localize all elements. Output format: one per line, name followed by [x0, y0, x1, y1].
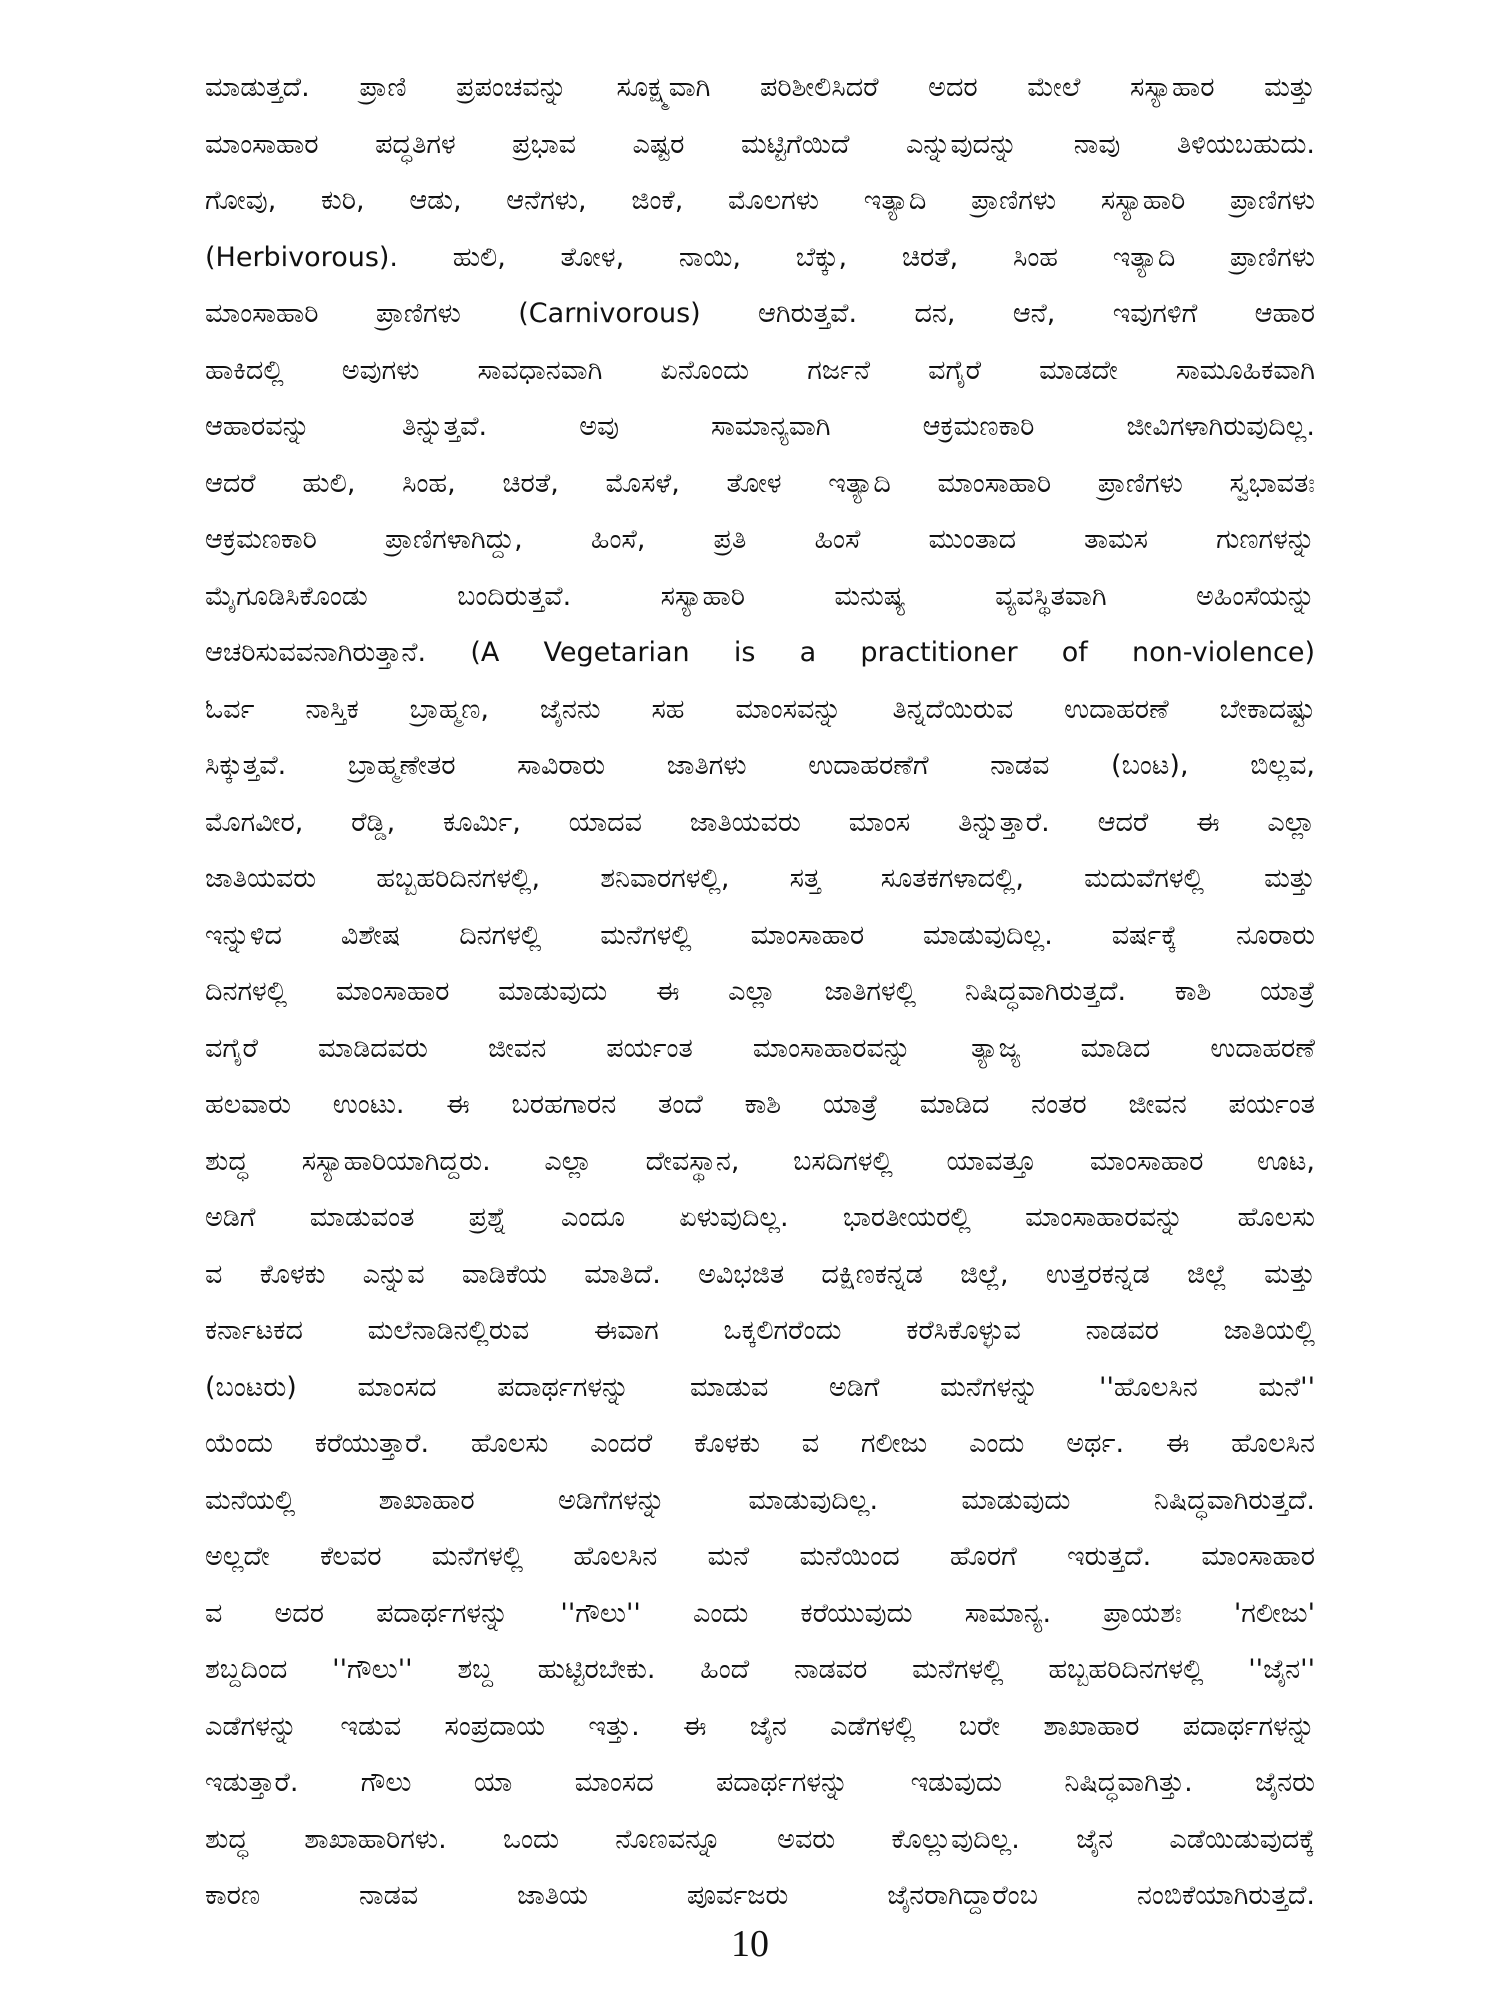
text-line: ಓರ್ವ ನಾಸ್ತಿಕ ಬ್ರಾಹ್ಮಣ, ಜೈನನು ಸಹ ಮಾಂಸವನ್ನು ತಿನ್ನದೆಯಿರುವ ಉದಾಹರಣೆ ಬೇಕಾದಷ್ಟು [205, 693, 1315, 725]
text-line: ಎಡೆಗಳನ್ನು ಇಡುವ ಸಂಪ್ರದಾಯ ಇತ್ತು. ಈ ಜೈನ ಎಡೆಗಳಲ್ಲಿ ಬರೇ ಶಾಖಾಹಾರ ಪದಾರ್ಥಗಳನ್ನು [205, 1710, 1315, 1742]
text-line: ವಗೈರೆ ಮಾಡಿದವರು ಜೀವನ ಪರ್ಯಂತ ಮಾಂಸಾಹಾರವನ್ನು ತ್ಯಾಜ್ಯ ಮಾಡಿದ ಉದಾಹರಣೆ [205, 1032, 1315, 1064]
text-line: ಜಾತಿಯವರು ಹಬ್ಬಹರಿದಿನಗಳಲ್ಲಿ, ಶನಿವಾರಗಳಲ್ಲಿ, ಸತ್ತ ಸೂತಕಗಳಾದಲ್ಲಿ, ಮದುವೆಗಳಲ್ಲಿ ಮತ್ತು [205, 863, 1315, 894]
text-line: ಮನೆಯಲ್ಲಿ ಶಾಖಾಹಾರ ಅಡಿಗೆಗಳನ್ನು ಮಾಡುವುದಿಲ್ಲ. ಮಾಡುವುದು ನಿಷಿದ್ಧವಾಗಿರುತ್ತದೆ. [205, 1484, 1315, 1516]
text-line: ಆಕ್ರಮಣಕಾರಿ ಪ್ರಾಣಿಗಳಾಗಿದ್ದು, ಹಿಂಸೆ, ಪ್ರತಿ ಹಿಂಸೆ ಮುಂತಾದ ತಾಮಸ ಗುಣಗಳನ್ನು [205, 524, 1315, 555]
text-line: ಯೆಂದು ಕರೆಯುತ್ತಾರೆ. ಹೊಲಸು ಎಂದರೆ ಕೊಳಕು ವ ಗಲೀಜು ಎಂದು ಅರ್ಥ. ಈ ಹೊಲಸಿನ [205, 1428, 1315, 1459]
text-line: (Herbivorous). ಹುಲಿ, ತೋಳ, ನಾಯಿ, ಬೆಕ್ಕು, ಚಿರತೆ, ಸಿಂಹ ಇತ್ಯಾದಿ ಪ್ರಾಣಿಗಳು [205, 241, 1315, 273]
text-line: ಕಾರಣ ನಾಡವ ಜಾತಿಯ ಪೂರ್ವಜರು ಜೈನರಾಗಿದ್ದಾರೆಂಬ ನಂಬಿಕೆಯಾಗಿರುತ್ತದೆ. [205, 1880, 1315, 1911]
text-line: ಮಾಂಸಾಹಾರಿ ಪ್ರಾಣಿಗಳು (Carnivorous) ಆಗಿರುತ್ತವೆ. ದನ, ಆನೆ, ಇವುಗಳಿಗೆ ಆಹಾರ [205, 298, 1315, 329]
text-line: (ಬಂಟರು) ಮಾಂಸದ ಪದಾರ್ಥಗಳನ್ನು ಮಾಡುವ ಅಡಿಗೆ ಮನೆಗಳನ್ನು ''ಹೊಲಸಿನ ಮನೆ'' [205, 1371, 1315, 1403]
text-line: ಮೈಗೂಡಿಸಿಕೊಂಡು ಬಂದಿರುತ್ತವೆ. ಸಸ್ಯಾಹಾರಿ ಮನುಷ್ಯ ವ್ಯವಸ್ಥಿತವಾಗಿ ಅಹಿಂಸೆಯನ್ನು [205, 580, 1315, 612]
text-line: ಕರ್ನಾಟಕದ ಮಲೆನಾಡಿನಲ್ಲಿರುವ ಈವಾಗ ಒಕ್ಕಲಿಗರೆಂದು ಕರೆಸಿಕೊಳ್ಳುವ ನಾಡವರ ಜಾತಿಯಲ್ಲಿ [205, 1315, 1315, 1346]
text-line: ಮಾಂಸಾಹಾರ ಪದ್ಧತಿಗಳ ಪ್ರಭಾವ ಎಷ್ಟರ ಮಟ್ಟಿಗೆಯಿದೆ ಎನ್ನುವುದನ್ನು ನಾವು ತಿಳಿಯಬಹುದು. [205, 128, 1315, 160]
text-line: ಅಲ್ಲದೇ ಕೆಲವರ ಮನೆಗಳಲ್ಲಿ ಹೊಲಸಿನ ಮನೆ ಮನೆಯಿಂದ ಹೊರಗೆ ಇರುತ್ತದೆ. ಮಾಂಸಾಹಾರ [205, 1541, 1315, 1572]
body-text [205, 60, 1315, 1925]
text-line: ಆಹಾರವನ್ನು ತಿನ್ನುತ್ತವೆ. ಅವು ಸಾಮಾನ್ಯವಾಗಿ ಆಕ್ರಮಣಕಾರಿ ಜೀವಿಗಳಾಗಿರುವುದಿಲ್ಲ. [205, 411, 1315, 442]
text-line: ಅಡಿಗೆ ಮಾಡುವಂತ ಪ್ರಶ್ನೆ ಎಂದೂ ಏಳುವುದಿಲ್ಲ. ಭಾರತೀಯರಲ್ಲಿ ಮಾಂಸಾಹಾರವನ್ನು ಹೊಲಸು [205, 1202, 1315, 1233]
text-line: ಶುದ್ಧ ಸಸ್ಯಾಹಾರಿಯಾಗಿದ್ದರು. ಎಲ್ಲಾ ದೇವಸ್ಥಾನ, ಬಸದಿಗಳಲ್ಲಿ ಯಾವತ್ತೂ ಮಾಂಸಾಹಾರ ಊಟ, [205, 1145, 1315, 1177]
text-line: ಮಾಡುತ್ತದೆ. ಪ್ರಾಣಿ ಪ್ರಪಂಚವನ್ನು ಸೂಕ್ಷ್ಮವಾಗಿ ಪರಿಶೀಲಿಸಿದರೆ ಅದರ ಮೇಲೆ ಸಸ್ಯಾಹಾರ ಮತ್ತು [205, 72, 1315, 103]
text-line: ಸಿಕ್ಕುತ್ತವೆ. ಬ್ರಾಹ್ಮಣೇತರ ಸಾವಿರಾರು ಜಾತಿಗಳು ಉದಾಹರಣೆಗೆ ನಾಡವ (ಬಂಟ), ಬಿಲ್ಲವ, [205, 750, 1315, 781]
text-line: ಮೊಗವೀರ, ರೆಡ್ಡಿ, ಕೂರ್ಮಿ, ಯಾದವ ಜಾತಿಯವರು ಮಾಂಸ ತಿನ್ನುತ್ತಾರೆ. ಆದರೆ ಈ ಎಲ್ಲಾ [205, 806, 1315, 838]
text-line: ಇಡುತ್ತಾರೆ. ಗೌಲು ಯಾ ಮಾಂಸದ ಪದಾರ್ಥಗಳನ್ನು ಇಡುವುದು ನಿಷಿದ್ಧವಾಗಿತ್ತು. ಜೈನರು [205, 1767, 1315, 1798]
text-line: ಇನ್ನುಳಿದ ವಿಶೇಷ ದಿನಗಳಲ್ಲಿ ಮನೆಗಳಲ್ಲಿ ಮಾಂಸಾಹಾರ ಮಾಡುವುದಿಲ್ಲ. ವರ್ಷಕ್ಕೆ ನೂರಾರು [205, 919, 1315, 951]
text-line: ಶುದ್ಧ ಶಾಖಾಹಾರಿಗಳು. ಒಂದು ನೊಣವನ್ನೂ ಅವರು ಕೊಲ್ಲುವುದಿಲ್ಲ. ಜೈನ ಎಡೆಯಿಡುವುದಕ್ಕೆ [205, 1823, 1315, 1855]
text-line: ಹಲವಾರು ಉಂಟು. ಈ ಬರಹಗಾರನ ತಂದೆ ಕಾಶಿ ಯಾತ್ರೆ ಮಾಡಿದ ನಂತರ ಜೀವನ ಪರ್ಯಂತ [205, 1089, 1315, 1120]
page-number: 10 [731, 1923, 769, 1965]
text-line: ಶಬ್ದದಿಂದ ''ಗೌಲು'' ಶಬ್ದ ಹುಟ್ಟಿರಬೇಕು. ಹಿಂದೆ ನಾಡವರ ಮನೆಗಳಲ್ಲಿ ಹಬ್ಬಹರಿದಿನಗಳಲ್ಲಿ ''ಜೈನ'' [205, 1654, 1315, 1685]
text-line: ವ ಕೊಳಕು ಎನ್ನುವ ವಾಡಿಕೆಯ ಮಾತಿದೆ. ಅವಿಭಜಿತ ದಕ್ಷಿಣಕನ್ನಡ ಜಿಲ್ಲೆ, ಉತ್ತರಕನ್ನಡ ಜಿಲ್ಲೆ ಮತ್ತು [205, 1258, 1315, 1290]
text-line: ಆಚರಿಸುವವನಾಗಿರುತ್ತಾನೆ. (A Vegetarian is a practitioner of non-violence) [205, 637, 1315, 668]
text-line: ಗೋವು, ಕುರಿ, ಆಡು, ಆನೆಗಳು, ಜಿಂಕೆ, ಮೊಲಗಳು ಇತ್ಯಾದಿ ಪ್ರಾಣಿಗಳು ಸಸ್ಯಾಹಾರಿ ಪ್ರಾಣಿಗಳು [205, 185, 1315, 216]
text-line: ದಿನಗಳಲ್ಲಿ ಮಾಂಸಾಹಾರ ಮಾಡುವುದು ಈ ಎಲ್ಲಾ ಜಾತಿಗಳಲ್ಲಿ ನಿಷಿದ್ಧವಾಗಿರುತ್ತದೆ. ಕಾಶಿ ಯಾತ್ರೆ [205, 976, 1315, 1007]
text-line: ಹಾಕಿದಲ್ಲಿ ಅವುಗಳು ಸಾವಧಾನವಾಗಿ ಏನೊಂದು ಗರ್ಜನೆ ವಗೈರೆ ಮಾಡದೇ ಸಾಮೂಹಿಕವಾಗಿ [205, 354, 1315, 386]
text-line: ಆದರೆ ಹುಲಿ, ಸಿಂಹ, ಚಿರತೆ, ಮೊಸಳೆ, ತೋಳ ಇತ್ಯಾದಿ ಮಾಂಸಾಹಾರಿ ಪ್ರಾಣಿಗಳು ಸ್ವಭಾವತಃ [205, 467, 1315, 499]
text-line: ವ ಅದರ ಪದಾರ್ಥಗಳನ್ನು ''ಗೌಲು'' ಎಂದು ಕರೆಯುವುದು ಸಾಮಾನ್ಯ. ಪ್ರಾಯಶಃ 'ಗಲೀಜು' [205, 1597, 1315, 1629]
